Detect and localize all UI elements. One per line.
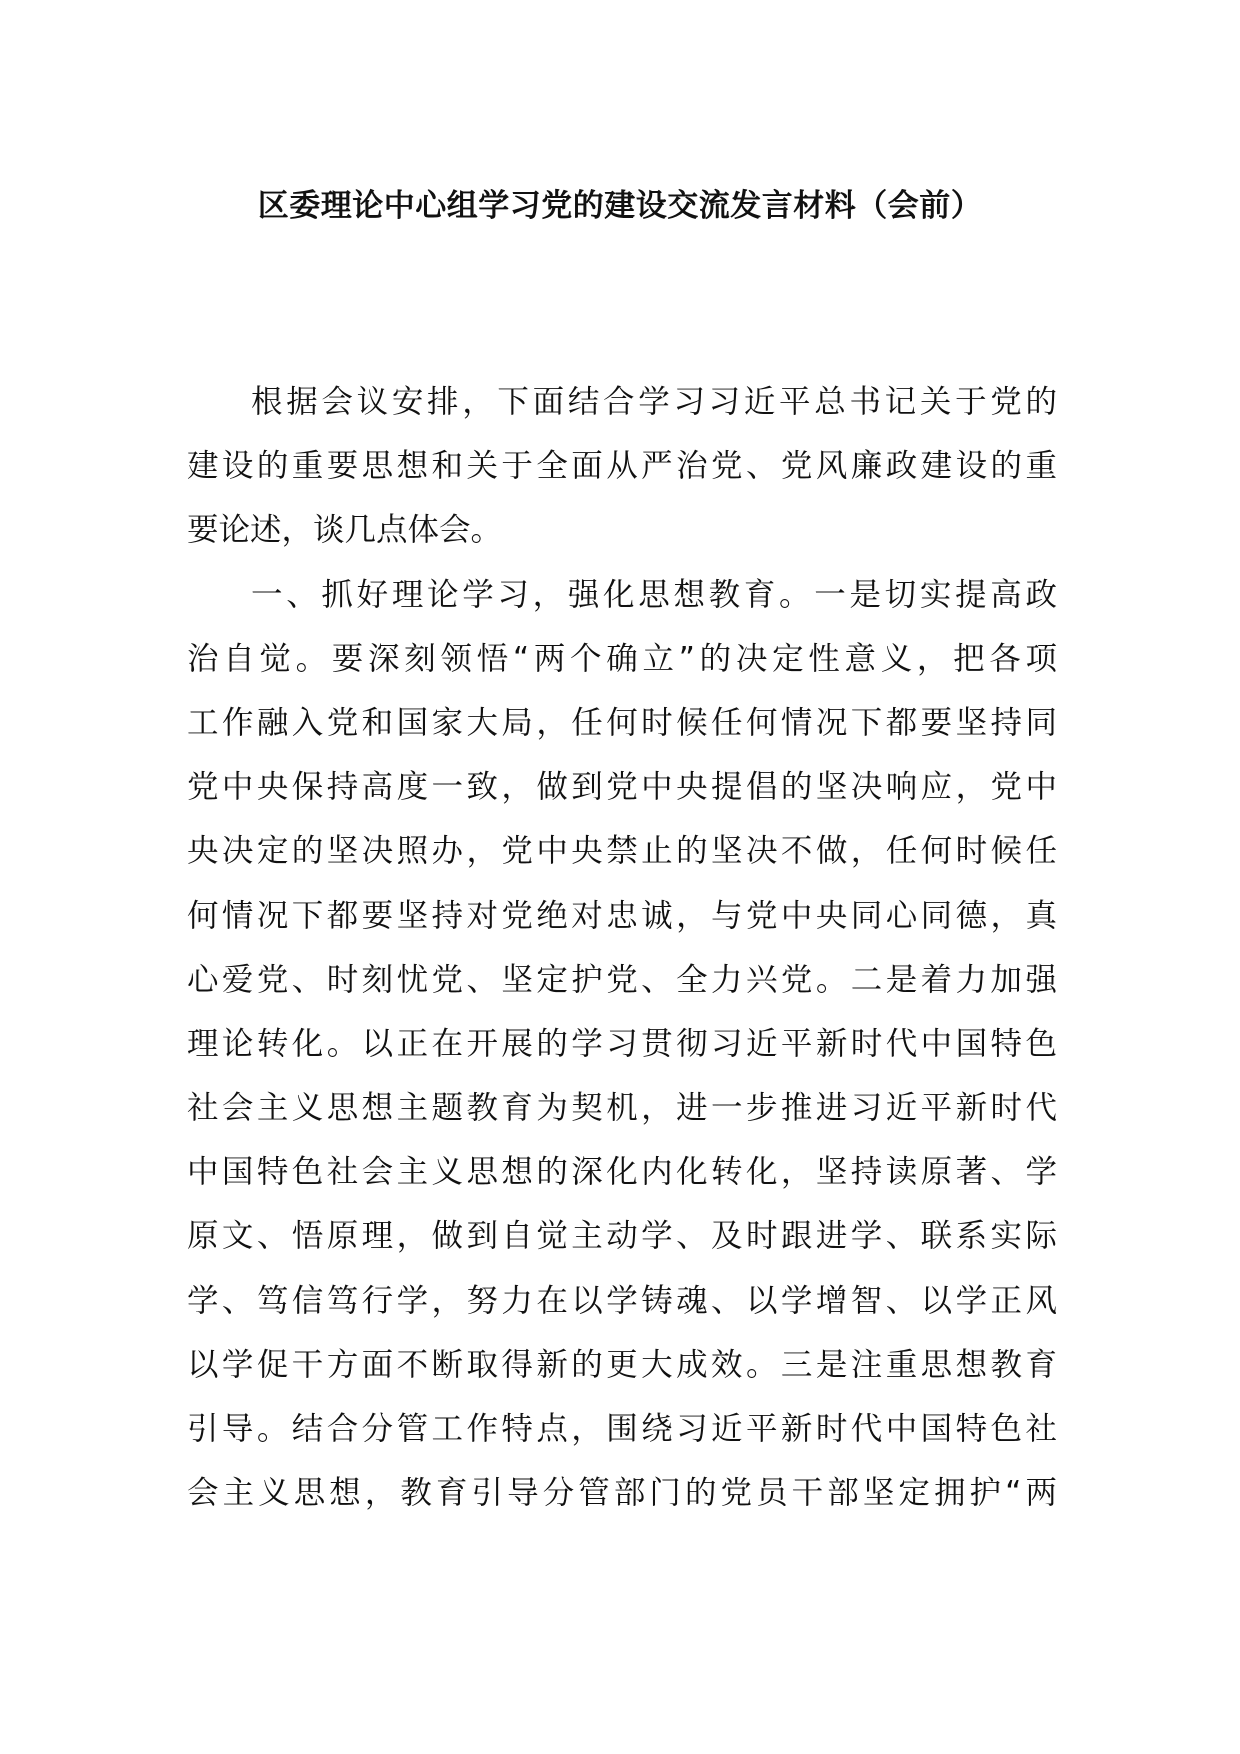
paragraph-line: 何情况下都要坚持对党绝对忠诚，与党中央同心同德，真 — [187, 897, 1057, 934]
paragraph-line: 根据会议安排，下面结合学习习近平总书记关于党的 — [251, 384, 1057, 420]
paragraph-line: 理论转化。以正在开展的学习贯彻习近平新时代中国特色 — [187, 1025, 1057, 1062]
document-body — [187, 370, 1057, 1525]
paragraph-line: 中国特色社会主义思想的深化内化转化，坚持读原著、学 — [187, 1154, 1057, 1191]
paragraph-line: 建设的重要思想和关于全面从严治党、党风廉政建设的重 — [187, 448, 1057, 485]
paragraph-line: 一、抓好理论学习，强化思想教育。一是切实提高政 — [251, 576, 1057, 613]
paragraph-line: 社会主义思想主题教育为契机，进一步推进习近平新时代 — [187, 1090, 1057, 1127]
paragraph-line: 心爱党、时刻忧党、坚定护党、全力兴党。二是着力加强 — [187, 961, 1057, 998]
paragraph-line: 原文、悟原理，做到自觉主动学、及时跟进学、联系实际 — [187, 1218, 1057, 1255]
paragraph-line: 党中央保持高度一致，做到党中央提倡的坚决响应，党中 — [187, 769, 1057, 806]
paragraph-line: 以学促干方面不断取得新的更大成效。三是注重思想教育 — [187, 1346, 1057, 1383]
paragraph-line: 治自觉。要深刻领悟“两个确立”的决定性意义，把各项 — [187, 640, 1057, 677]
paragraph-section-one — [187, 563, 1057, 1526]
paragraph-line: 工作融入党和国家大局，任何时候任何情况下都要坚持同 — [187, 704, 1057, 741]
paragraph-intro — [187, 370, 1057, 563]
paragraph-line: 学、笃信笃行学，努力在以学铸魂、以学增智、以学正风 — [187, 1282, 1057, 1319]
paragraph-line: 要论述，谈几点体会。 — [187, 512, 503, 549]
paragraph-line: 引导。结合分管工作特点，围绕习近平新时代中国特色社 — [187, 1411, 1057, 1447]
paragraph-line: 会主义思想，教育引导分管部门的党员干部坚定拥护“两 — [187, 1475, 1057, 1512]
paragraph-line: 央决定的坚决照办，党中央禁止的坚决不做，任何时候任 — [187, 833, 1057, 870]
document-title: 区委理论中心组学习党的建设交流发言材料（会前） — [257, 188, 983, 224]
